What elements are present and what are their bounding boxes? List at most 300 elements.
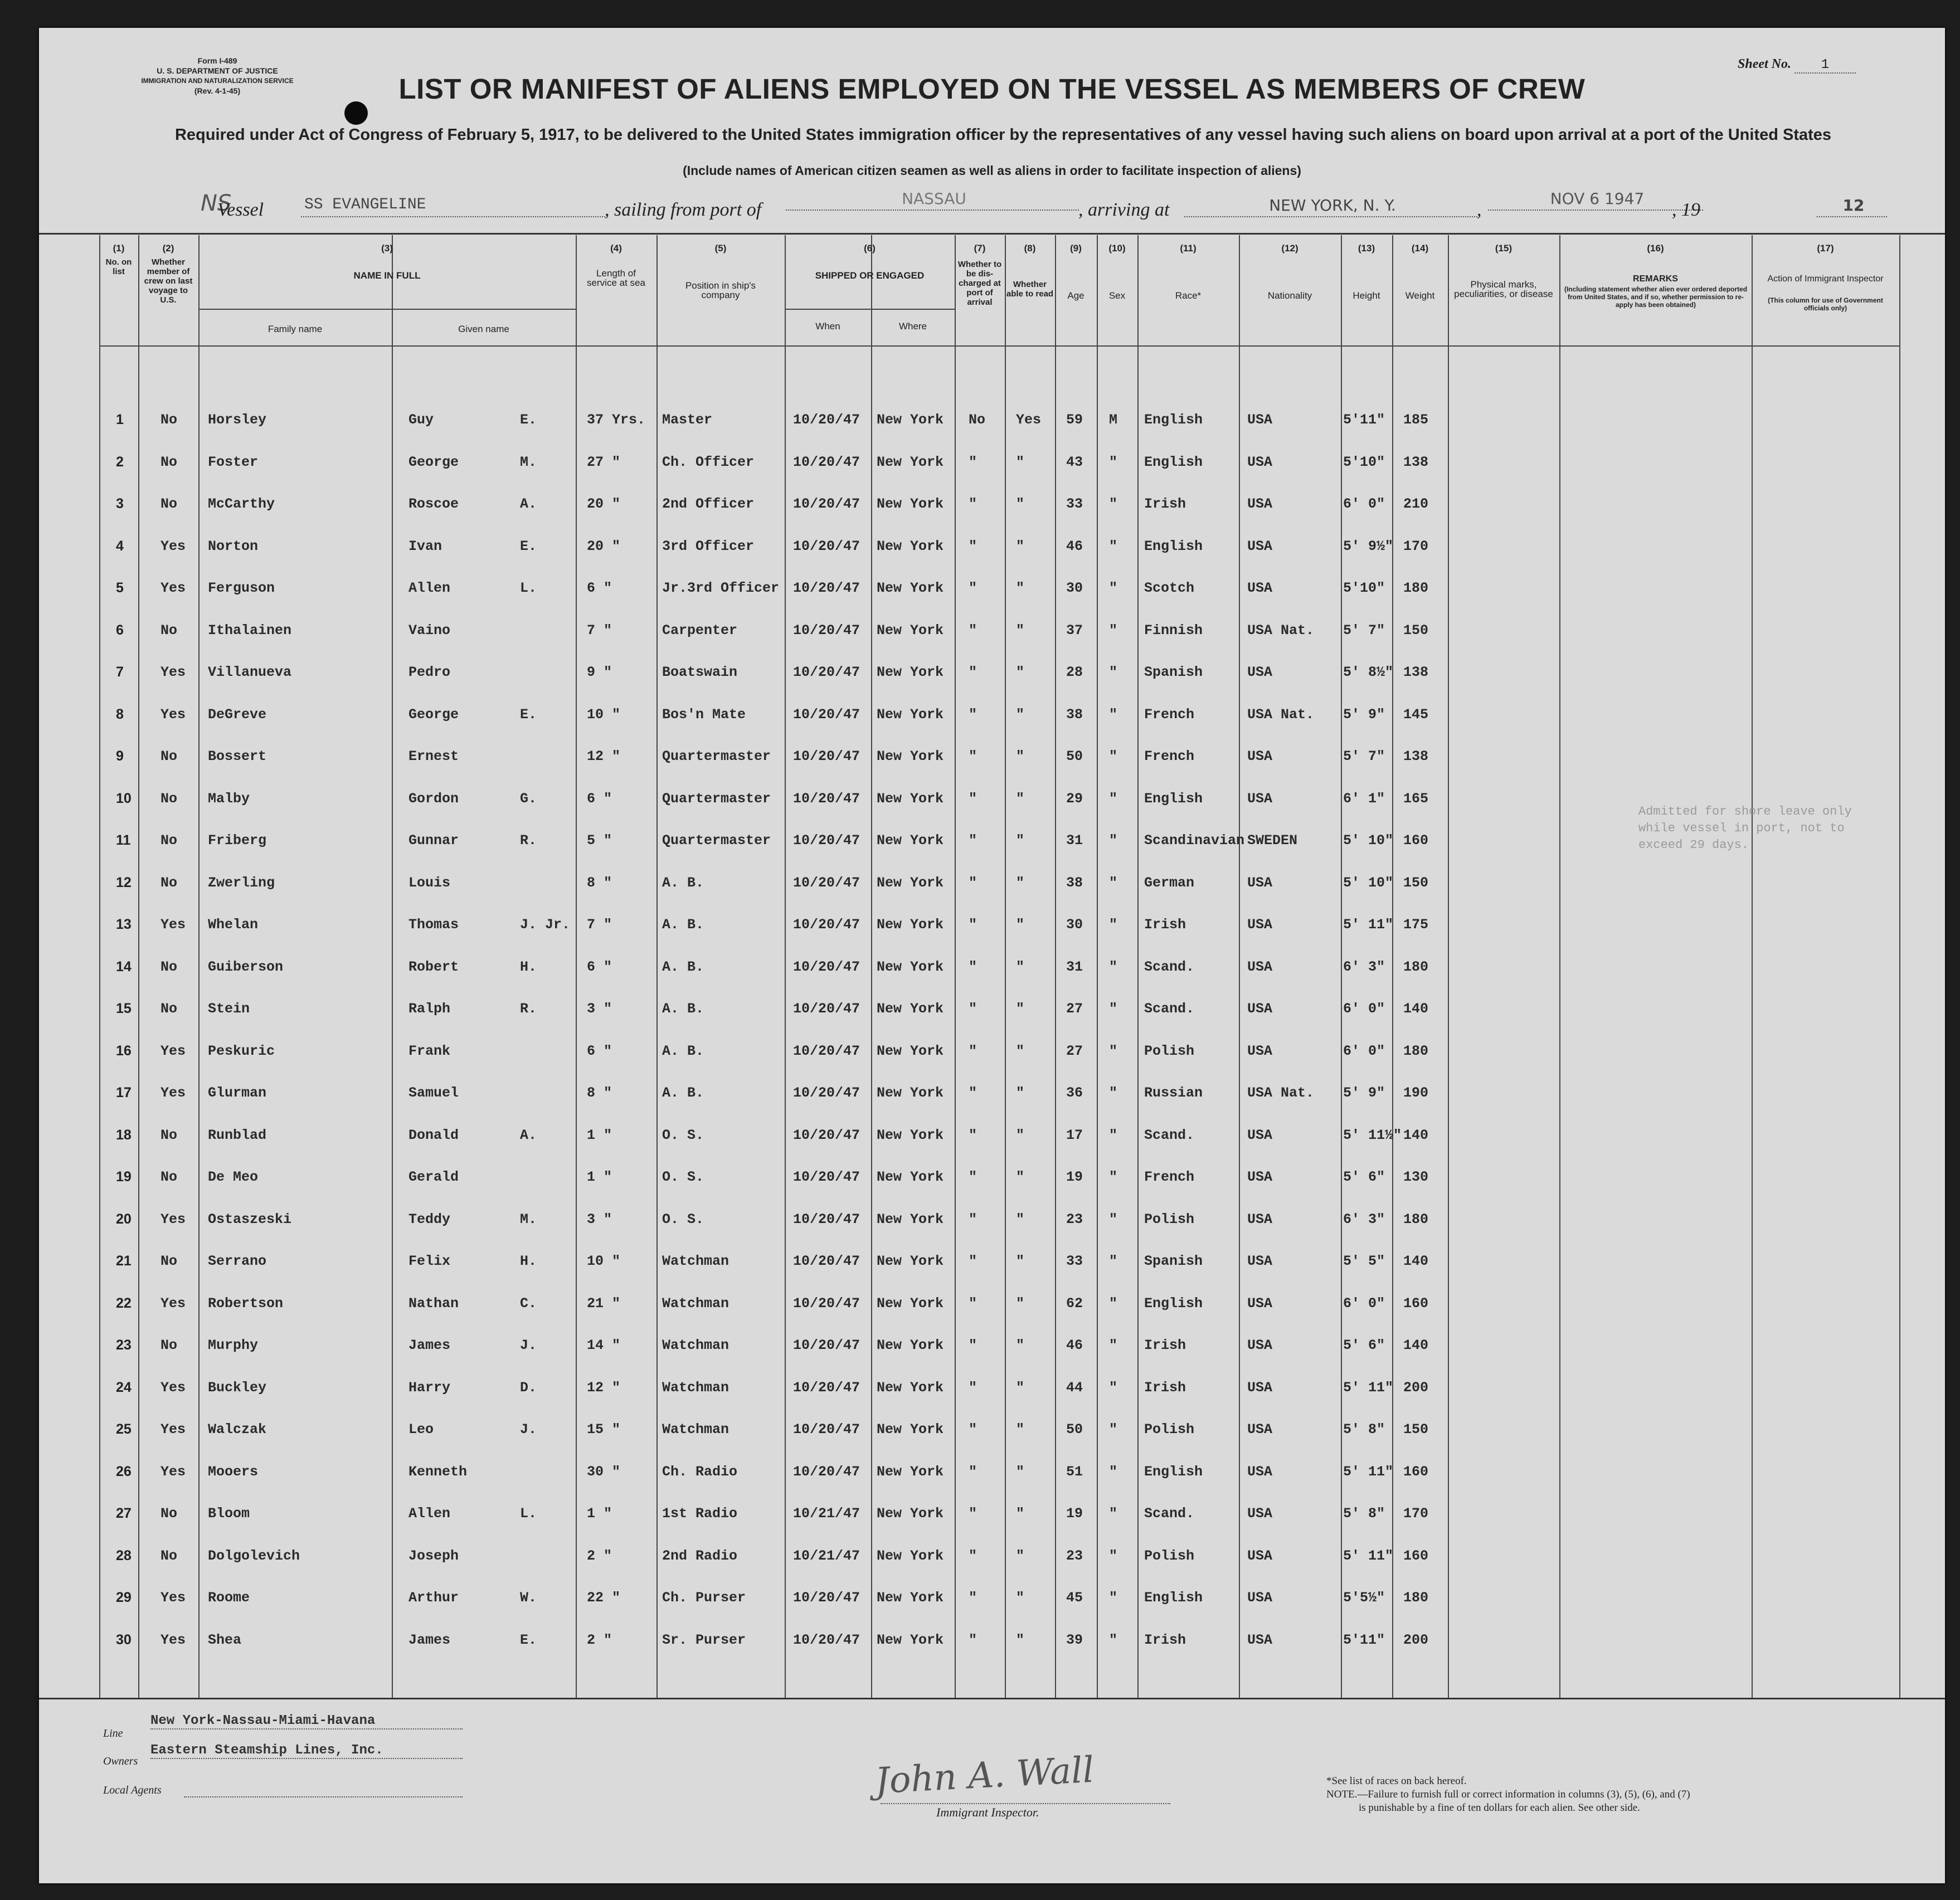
middle-initial-cell: M. <box>520 454 537 470</box>
height-cell: 5' 9" <box>1343 1085 1385 1101</box>
weight-cell: 150 <box>1403 1421 1429 1438</box>
position-cell: A. B. <box>662 874 704 891</box>
able-to-read-cell: " <box>1016 917 1025 933</box>
shipped-when-cell: 10/20/47 <box>793 874 860 891</box>
position-cell: O. S. <box>662 1127 704 1143</box>
service-cell: 10 " <box>587 706 621 723</box>
race-cell: Scand. <box>1144 958 1195 975</box>
col-weight-header: Weight <box>1405 290 1435 301</box>
nationality-cell: USA <box>1247 1337 1273 1353</box>
able-to-read-cell: " <box>1016 1042 1025 1059</box>
footnote-races: *See list of races on back hereof. <box>1326 1775 1467 1787</box>
age-cell: 38 <box>1066 874 1083 891</box>
nationality-cell: USA <box>1247 538 1273 554</box>
col-sex-header: Sex <box>1108 290 1126 301</box>
family-name-cell: Guiberson <box>208 958 284 975</box>
service-cell: 37 Yrs. <box>587 412 646 428</box>
given-name-cell: Roscoe <box>408 496 459 512</box>
weight-cell: 150 <box>1403 622 1429 639</box>
family-name-cell: DeGreve <box>208 706 267 723</box>
year-suffix: 12 <box>1817 196 1887 217</box>
discharged-cell: " <box>969 664 977 680</box>
nationality-cell: USA <box>1247 1379 1273 1396</box>
weight-cell: 140 <box>1403 1127 1429 1143</box>
discharged-cell: " <box>969 1463 977 1480</box>
family-name-cell: Ithalainen <box>208 622 292 639</box>
family-name-cell: Norton <box>208 538 259 554</box>
service-cell: 9 " <box>587 664 612 680</box>
given-name-cell: James <box>408 1631 451 1648</box>
family-name-cell: Roome <box>208 1590 250 1606</box>
position-cell: A. B. <box>662 1001 704 1017</box>
age-cell: 43 <box>1066 454 1083 470</box>
arriving-port-value: NEW YORK, N. Y. <box>1184 196 1477 217</box>
given-name-cell: Robert <box>408 958 459 975</box>
shipped-when-cell: 10/20/47 <box>793 538 860 554</box>
footnote <box>1326 1775 1690 1815</box>
discharged-cell: " <box>969 1547 977 1564</box>
given-name-cell: Harry <box>408 1379 451 1396</box>
col-name-header: NAME IN FULL <box>353 270 421 281</box>
able-to-read-cell: " <box>1016 748 1025 764</box>
nationality-cell: USA <box>1247 958 1273 975</box>
given-name-cell: Gerald <box>408 1169 459 1185</box>
nationality-cell: USA <box>1247 790 1273 807</box>
col-service-header: Length of service at sea <box>587 268 645 288</box>
last-voyage-cell: No <box>161 874 178 891</box>
shipped-where-cell: New York <box>877 1295 944 1312</box>
nationality-cell: USA <box>1247 1547 1273 1564</box>
sex-cell: " <box>1109 958 1118 975</box>
age-cell: 50 <box>1066 1421 1083 1438</box>
sex-cell: " <box>1109 1211 1118 1227</box>
race-cell: French <box>1144 1169 1195 1185</box>
col-race-header: Race* <box>1175 290 1202 301</box>
last-voyage-cell: No <box>161 748 178 764</box>
shipped-where-cell: New York <box>877 1127 944 1143</box>
sex-cell: M <box>1109 412 1118 428</box>
given-name-cell: James <box>408 1337 451 1353</box>
family-name-cell: Mooers <box>208 1463 259 1480</box>
shipped-where-cell: New York <box>877 1547 944 1564</box>
shipped-when-cell: 10/20/47 <box>793 958 860 975</box>
header-rule <box>39 233 1945 235</box>
race-cell: Irish <box>1144 917 1186 933</box>
sex-cell: " <box>1109 1421 1118 1438</box>
family-name-cell: Peskuric <box>208 1042 275 1059</box>
sex-cell: " <box>1109 917 1118 933</box>
nationality-cell: USA Nat. <box>1247 1085 1315 1101</box>
discharged-cell: " <box>969 1253 977 1269</box>
race-cell: Irish <box>1144 1337 1186 1353</box>
col-nationality-header: Nationality <box>1267 290 1312 301</box>
discharged-cell: " <box>969 1379 977 1396</box>
nationality-cell: USA <box>1247 748 1273 764</box>
vessel-mark: NS <box>201 191 232 216</box>
race-cell: Irish <box>1144 1631 1186 1648</box>
weight-cell: 150 <box>1403 874 1429 891</box>
able-to-read-cell: " <box>1016 832 1025 849</box>
able-to-read-cell: " <box>1016 1085 1025 1101</box>
sex-cell: " <box>1109 1337 1118 1353</box>
family-name-cell: Zwerling <box>208 874 275 891</box>
middle-initial-cell: G. <box>520 790 537 807</box>
last-voyage-cell: Yes <box>161 1590 186 1606</box>
crew-table: (1) No. on list (2) Whether member of crew on last voyage to U.S. (3) NAME IN FULL Family name Given name (4) Length of service at sea (5) Position in ship's company (6) SHIPPED OR ENGAGED When Where (7) Whether to be dis-charged at port of arrival (8) Whether able to read (9) Age (10) Sex (11) Race* (12) Nationality (13) Height (14) Weight (15) Physical marks, peculiarities, or disease (16) REMARKS (Including statement whether alien ever ordered deported from United States, and if so, whether permission to re-apply has been obtained) (17) Action of Immigrant Inspector (This column for use of Government officials only) 1 No Horsley Guy E. 37 Yrs. Master 10/20/47 New York No Yes 59 M English USA 5'11" 185 2 No Foster George M. 27 " Ch. Officer 10/20/47 New York " " 43 " English USA 5'10" 138 3 No McCarthy Roscoe A. 20 " 2nd Officer 10/20/47 New York " " 33 " Irish USA 6' 0" 210 4 Yes Norton Ivan E. 20 " 3rd Officer 10/20/47 New York " " 46 " English USA 5' 9½" 170 5 Yes Ferguson Allen L. 6 " Jr.3rd Officer 10/20/47 New York " " 30 " Scotch USA 5'10" 180 6 No Ithalainen Vaino 7 " Carpenter 10/20/47 New York " " 37 " Finnish USA Nat. 5' 7" 150 7 Yes Villanueva Pedro 9 " Boatswain 10/20/47 New York " " 28 " Spanish USA 5' 8½" 138 8 Yes DeGreve George E. 10 " Bos'n Mate 10/20/47 New York " " 38 " French USA Nat. 5' 9" 145 9 No Bossert Ernest 12 " Quartermaster 10/20/47 New York " " 50 " French USA 5' 7" 138 10 No Malby Gordon G. 6 " Quartermaster 10/20/47 New York " " 29 " English USA 6' 1" 165 11 No Friberg Gunnar R. 5 " Quartermaster 10/20/47 New York " " 31 " Scandinavian SWEDEN 5' 10" 160 12 No Zwerling Louis 8 " A. B. 10/20/47 New York " " 38 " German USA 5' 10" 150 13 Yes Whelan Thomas J. Jr. 7 " A. B. 10/20/47 New York " " 30 " Irish USA 5' 11" 175 14 No Guiberson Robert H. 6 " A. B. 10/20/47 New York " " 31 " Scand. USA 6' 3" 180 15 No Stein Ralph R. 3 " A. B. 10/20/47 New York " " 27 " Scand. USA 6' 0" 140 16 Yes Peskuric Frank 6 " A. B. 10/20/47 New York " " 27 " Polish USA 6' 0" 180 17 Yes Glurman Samuel 8 " A. B. 10/20/47 New York " " 36 " Russian USA Nat. 5' 9" 190 18 No Runblad Donald A. 1 " O. S. 10/20/47 New York " " 17 " Scand. USA 5' 11½" 140 19 No De Meo Gerald 1 " O. S. 10/20/47 New York " " 19 " French USA 5' 6" 130 20 Yes Ostaszeski Teddy M. 3 " O. S. 10/20/47 New York " " 23 " Polish USA 6' 3" 180 21 No Serrano Felix H. 10 " Watchman 10/20/47 New York " " 33 " Spanish USA 5' 5" 140 22 Yes Robertson Nathan C. 21 " Watchman 10/20/47 New York " " 62 " English USA 6' 0" 160 23 No Murphy James J. 14 " Watchman 10/20/47 New York " " 46 " Irish USA 5' 6" 140 24 Yes Buckley Harry D. 12 " Watchman 10/20/47 New York " " 44 " Irish USA 5' 11" 200 25 Yes Walczak Leo J. 15 " Watchman 10/20/47 New York " " 50 " Polish USA 5' 8" 150 26 Yes Mooers Kenneth 30 " Ch. Radio 10/20/47 New York " " 51 " English USA 5' 11" 160 27 No Bloom Allen L. 1 " 1st Radio 10/21/47 New York " " 19 " Scand. USA 5' 8" 170 28 No Dolgolevich Joseph 2 " 2nd Radio 10/21/47 New York " " 23 " Polish USA 5' 11" 160 29 Yes Roome Arthur W. 22 " Ch. Purser 10/20/47 New York " " 45 " English USA 5'5½" 180 30 Yes Shea James E. 2 " Sr. Purser 10/20/47 New York " " 39 " Irish USA 5'11" 200 Admitted for shore leave only while vessel in port, not to exceed 29 days. <box>99 235 1899 1698</box>
shipped-when-cell: 10/20/47 <box>793 496 860 512</box>
race-cell: English <box>1144 538 1203 554</box>
service-cell: 20 " <box>587 538 621 554</box>
shipped-when-cell: 10/20/47 <box>793 748 860 764</box>
vessel-label: Vessel <box>217 199 264 220</box>
position-cell: A. B. <box>662 1042 704 1059</box>
height-cell: 6' 3" <box>1343 1211 1385 1227</box>
sex-cell: " <box>1109 1506 1118 1522</box>
height-cell: 5' 5" <box>1343 1253 1385 1269</box>
agents-label: Local Agents <box>103 1784 162 1796</box>
height-cell: 5'5½" <box>1343 1590 1385 1606</box>
position-cell: Quartermaster <box>662 748 771 764</box>
col-when-header: When <box>815 321 840 332</box>
able-to-read-cell: " <box>1016 1169 1025 1185</box>
given-name-cell: Thomas <box>408 917 459 933</box>
sex-cell: " <box>1109 1253 1118 1269</box>
height-cell: 5' 6" <box>1343 1169 1385 1185</box>
service-cell: 6 " <box>587 958 612 975</box>
age-cell: 51 <box>1066 1463 1083 1480</box>
given-name-cell: Gordon <box>408 790 459 807</box>
last-voyage-cell: No <box>161 790 178 807</box>
shipped-when-cell: 10/20/47 <box>793 1127 860 1143</box>
height-cell: 5' 9½" <box>1343 538 1394 554</box>
last-voyage-cell: No <box>161 958 178 975</box>
family-name-cell: Walczak <box>208 1421 267 1438</box>
discharged-cell: " <box>969 832 977 849</box>
service-cell: 15 " <box>587 1421 621 1438</box>
sheet-number <box>1738 57 1856 74</box>
height-cell: 5'11" <box>1343 412 1385 428</box>
last-voyage-cell: No <box>161 1253 178 1269</box>
col-action-header: Action of Immigrant Inspector <box>1767 274 1884 284</box>
last-voyage-cell: No <box>161 1127 178 1143</box>
shipped-when-cell: 10/20/47 <box>793 1042 860 1059</box>
able-to-read-cell: " <box>1016 1337 1025 1353</box>
weight-cell: 160 <box>1403 1295 1429 1312</box>
age-cell: 29 <box>1066 790 1083 807</box>
given-name-cell: Nathan <box>408 1295 459 1312</box>
able-to-read-cell: Yes <box>1016 412 1042 428</box>
middle-initial-cell: A. <box>520 1127 537 1143</box>
family-name-cell: Buckley <box>208 1379 267 1396</box>
last-voyage-cell: Yes <box>161 1042 186 1059</box>
weight-cell: 190 <box>1403 1085 1429 1101</box>
race-cell: Polish <box>1144 1042 1195 1059</box>
form-service: IMMIGRATION AND NATURALIZATION SERVICE <box>141 77 294 85</box>
age-cell: 46 <box>1066 1337 1083 1353</box>
age-cell: 33 <box>1066 1253 1083 1269</box>
shipped-where-cell: New York <box>877 706 944 723</box>
given-name-cell: Louis <box>408 874 451 891</box>
shipped-when-cell: 10/20/47 <box>793 1337 860 1353</box>
discharged-cell: " <box>969 917 977 933</box>
family-name-cell: McCarthy <box>208 496 275 512</box>
last-voyage-cell: Yes <box>161 1463 186 1480</box>
weight-cell: 200 <box>1403 1631 1429 1648</box>
weight-cell: 180 <box>1403 580 1429 596</box>
sex-cell: " <box>1109 1379 1118 1396</box>
sex-cell: " <box>1109 1169 1118 1185</box>
family-name-cell: Whelan <box>208 917 259 933</box>
discharged-cell: " <box>969 622 977 639</box>
col-position-header: Position in ship's company <box>685 280 756 300</box>
position-cell: Sr. Purser <box>662 1631 746 1648</box>
able-to-read-cell: " <box>1016 1590 1025 1606</box>
shipped-when-cell: 10/20/47 <box>793 580 860 596</box>
race-cell: English <box>1144 790 1203 807</box>
service-cell: 3 " <box>587 1211 612 1227</box>
nationality-cell: USA <box>1247 496 1273 512</box>
position-cell: A. B. <box>662 917 704 933</box>
sex-cell: " <box>1109 1001 1118 1017</box>
family-name-cell: Dolgolevich <box>208 1547 300 1564</box>
weight-cell: 138 <box>1403 454 1429 470</box>
discharged-cell: " <box>969 1085 977 1101</box>
family-name-cell: Malby <box>208 790 250 807</box>
given-name-cell: George <box>408 454 459 470</box>
col-height-header: Height <box>1353 290 1380 301</box>
from-port-label: , sailing from port of <box>605 199 762 220</box>
weight-cell: 140 <box>1403 1253 1429 1269</box>
race-cell: Scand. <box>1144 1506 1195 1522</box>
position-cell: Master <box>662 412 713 428</box>
height-cell: 5' 11" <box>1343 1463 1394 1480</box>
middle-initial-cell: E. <box>520 538 537 554</box>
shipped-when-cell: 10/20/47 <box>793 706 860 723</box>
height-cell: 6' 0" <box>1343 1295 1385 1312</box>
position-cell: O. S. <box>662 1169 704 1185</box>
middle-initial-cell: C. <box>520 1295 537 1312</box>
given-name-cell: Ralph <box>408 1001 451 1017</box>
shipped-when-cell: 10/20/47 <box>793 664 860 680</box>
shipped-when-cell: 10/20/47 <box>793 790 860 807</box>
inspector-signature: John A. Wall <box>874 1749 1095 1802</box>
position-cell: O. S. <box>662 1211 704 1227</box>
given-name-cell: Guy <box>408 412 434 428</box>
service-cell: 21 " <box>587 1295 621 1312</box>
service-cell: 2 " <box>587 1631 612 1648</box>
age-cell: 30 <box>1066 580 1083 596</box>
middle-initial-cell: J. <box>520 1337 537 1353</box>
family-name-cell: De Meo <box>208 1169 259 1185</box>
shipped-where-cell: New York <box>877 1421 944 1438</box>
position-cell: Quartermaster <box>662 832 771 849</box>
arrival-date: NOV 6 1947 <box>1488 189 1703 211</box>
discharged-cell: " <box>969 580 977 596</box>
form-rev: (Rev. 4-1-45) <box>194 86 241 95</box>
last-voyage-cell: No <box>161 622 178 639</box>
shipped-where-cell: New York <box>877 1253 944 1269</box>
signature-line <box>881 1803 1170 1804</box>
sex-cell: " <box>1109 1042 1118 1059</box>
discharged-cell: " <box>969 496 977 512</box>
age-cell: 36 <box>1066 1085 1083 1101</box>
height-cell: 6' 0" <box>1343 1042 1385 1059</box>
family-name-cell: Stein <box>208 1001 250 1017</box>
age-cell: 50 <box>1066 748 1083 764</box>
race-cell: Irish <box>1144 496 1186 512</box>
height-cell: 5' 6" <box>1343 1337 1385 1353</box>
col-shipped-header: SHIPPED OR ENGAGED <box>815 270 925 281</box>
given-name-cell: Pedro <box>408 664 451 680</box>
weight-cell: 140 <box>1403 1337 1429 1353</box>
shipped-where-cell: New York <box>877 874 944 891</box>
last-voyage-cell: No <box>161 412 178 428</box>
sex-cell: " <box>1109 454 1118 470</box>
able-to-read-cell: " <box>1016 1001 1025 1017</box>
nationality-cell: USA <box>1247 917 1273 933</box>
last-voyage-cell: Yes <box>161 1085 186 1101</box>
height-cell: 5' 8½" <box>1343 664 1394 680</box>
age-cell: 17 <box>1066 1127 1083 1143</box>
age-cell: 23 <box>1066 1547 1083 1564</box>
col-family-header: Family name <box>268 324 323 334</box>
family-name-cell: Murphy <box>208 1337 259 1353</box>
last-voyage-cell: Yes <box>161 580 186 596</box>
given-name-cell: Ernest <box>408 748 459 764</box>
race-cell: Irish <box>1144 1379 1186 1396</box>
shipped-where-cell: New York <box>877 1001 944 1017</box>
age-cell: 45 <box>1066 1590 1083 1606</box>
race-cell: Scand. <box>1144 1127 1195 1143</box>
age-cell: 23 <box>1066 1211 1083 1227</box>
weight-cell: 200 <box>1403 1379 1429 1396</box>
sex-cell: " <box>1109 538 1118 554</box>
shipped-where-cell: New York <box>877 1085 944 1101</box>
middle-initial-cell: A. <box>520 496 537 512</box>
able-to-read-cell: " <box>1016 580 1025 596</box>
weight-cell: 165 <box>1403 790 1429 807</box>
race-cell: Polish <box>1144 1547 1195 1564</box>
middle-initial-cell: J. Jr. <box>520 917 571 933</box>
able-to-read-cell: " <box>1016 538 1025 554</box>
last-voyage-cell: Yes <box>161 1421 186 1438</box>
shipped-where-cell: New York <box>877 1211 944 1227</box>
col-discharged-header: Whether to be dis-charged at port of arrival <box>957 260 1002 307</box>
position-cell: 1st Radio <box>662 1506 738 1522</box>
col-last-voyage-header: Whether member of crew on last voyage to U.S. <box>144 257 193 305</box>
service-cell: 6 " <box>587 790 612 807</box>
position-cell: Watchman <box>662 1295 729 1312</box>
requirement-text: Required under Act of Congress of February 5, 1917, to be delivered to the United States immigration officer by the representatives of any vessel having such aliens on board upon arrival at a port of the United States <box>174 126 1832 144</box>
middle-initial-cell: L. <box>520 1506 537 1522</box>
able-to-read-cell: " <box>1016 1253 1025 1269</box>
age-cell: 31 <box>1066 832 1083 849</box>
footer-rule <box>39 1698 1945 1699</box>
last-voyage-cell: No <box>161 1547 178 1564</box>
weight-cell: 160 <box>1403 1547 1429 1564</box>
last-voyage-cell: Yes <box>161 917 186 933</box>
weight-cell: 138 <box>1403 748 1429 764</box>
shipped-when-cell: 10/20/47 <box>793 1253 860 1269</box>
age-cell: 46 <box>1066 538 1083 554</box>
race-cell: English <box>1144 1463 1203 1480</box>
form-dept: U. S. DEPARTMENT OF JUSTICE <box>157 66 278 75</box>
discharged-cell: " <box>969 874 977 891</box>
last-voyage-cell: No <box>161 1001 178 1017</box>
shipped-where-cell: New York <box>877 1169 944 1185</box>
service-cell: 5 " <box>587 832 612 849</box>
last-voyage-cell: No <box>161 1337 178 1353</box>
weight-cell: 170 <box>1403 538 1429 554</box>
family-name-cell: Villanueva <box>208 664 292 680</box>
middle-initial-cell: E. <box>520 1631 537 1648</box>
last-voyage-cell: Yes <box>161 664 186 680</box>
shipped-where-cell: New York <box>877 917 944 933</box>
service-cell: 10 " <box>587 1253 621 1269</box>
height-cell: 5' 7" <box>1343 748 1385 764</box>
middle-initial-cell: R. <box>520 832 537 849</box>
given-name-cell: Vaino <box>408 622 451 639</box>
family-name-cell: Horsley <box>208 412 267 428</box>
race-cell: Scand. <box>1144 1001 1195 1017</box>
weight-cell: 138 <box>1403 664 1429 680</box>
col-physical-header: Physical marks, peculiarities, or disease <box>1454 279 1553 299</box>
service-cell: 12 " <box>587 1379 621 1396</box>
position-cell: Carpenter <box>662 622 738 639</box>
weight-cell: 130 <box>1403 1169 1429 1185</box>
shipped-where-cell: New York <box>877 748 944 764</box>
nationality-cell: USA <box>1247 1590 1273 1606</box>
nationality-cell: USA <box>1247 1042 1273 1059</box>
position-cell: Watchman <box>662 1421 729 1438</box>
shipped-when-cell: 10/20/47 <box>793 412 860 428</box>
shipped-when-cell: 10/20/47 <box>793 832 860 849</box>
height-cell: 5'10" <box>1343 454 1385 470</box>
given-name-cell: Allen <box>408 1506 451 1522</box>
shipped-where-cell: New York <box>877 790 944 807</box>
able-to-read-cell: " <box>1016 874 1025 891</box>
height-cell: 5' 10" <box>1343 832 1394 849</box>
sheet-number-label: Sheet No. <box>1738 57 1791 71</box>
line-label: Line <box>103 1727 123 1740</box>
age-cell: 33 <box>1066 496 1083 512</box>
able-to-read-cell: " <box>1016 664 1025 680</box>
race-cell: Spanish <box>1144 664 1203 680</box>
nationality-cell: USA <box>1247 1211 1273 1227</box>
family-name-cell: Runblad <box>208 1127 267 1143</box>
given-name-cell: Arthur <box>408 1590 459 1606</box>
given-name-cell: Joseph <box>408 1547 459 1564</box>
shipped-where-cell: New York <box>877 1379 944 1396</box>
family-name-cell: Bloom <box>208 1506 250 1522</box>
middle-initial-cell: H. <box>520 1253 537 1269</box>
nationality-cell: USA <box>1247 454 1273 470</box>
shipped-where-cell: New York <box>877 958 944 975</box>
height-cell: 5'10" <box>1343 580 1385 596</box>
able-to-read-cell: " <box>1016 1547 1025 1564</box>
col-remarks-header: REMARKS <box>1633 274 1678 284</box>
given-name-cell: Frank <box>408 1042 451 1059</box>
race-cell: German <box>1144 874 1195 891</box>
weight-cell: 140 <box>1403 1001 1429 1017</box>
shipped-where-cell: New York <box>877 664 944 680</box>
shipped-when-cell: 10/20/47 <box>793 454 860 470</box>
height-cell: 5' 8" <box>1343 1506 1385 1522</box>
discharged-cell: " <box>969 790 977 807</box>
nationality-cell: USA Nat. <box>1247 706 1315 723</box>
nationality-cell: USA <box>1247 1127 1273 1143</box>
year-label: , 19 <box>1672 199 1700 220</box>
